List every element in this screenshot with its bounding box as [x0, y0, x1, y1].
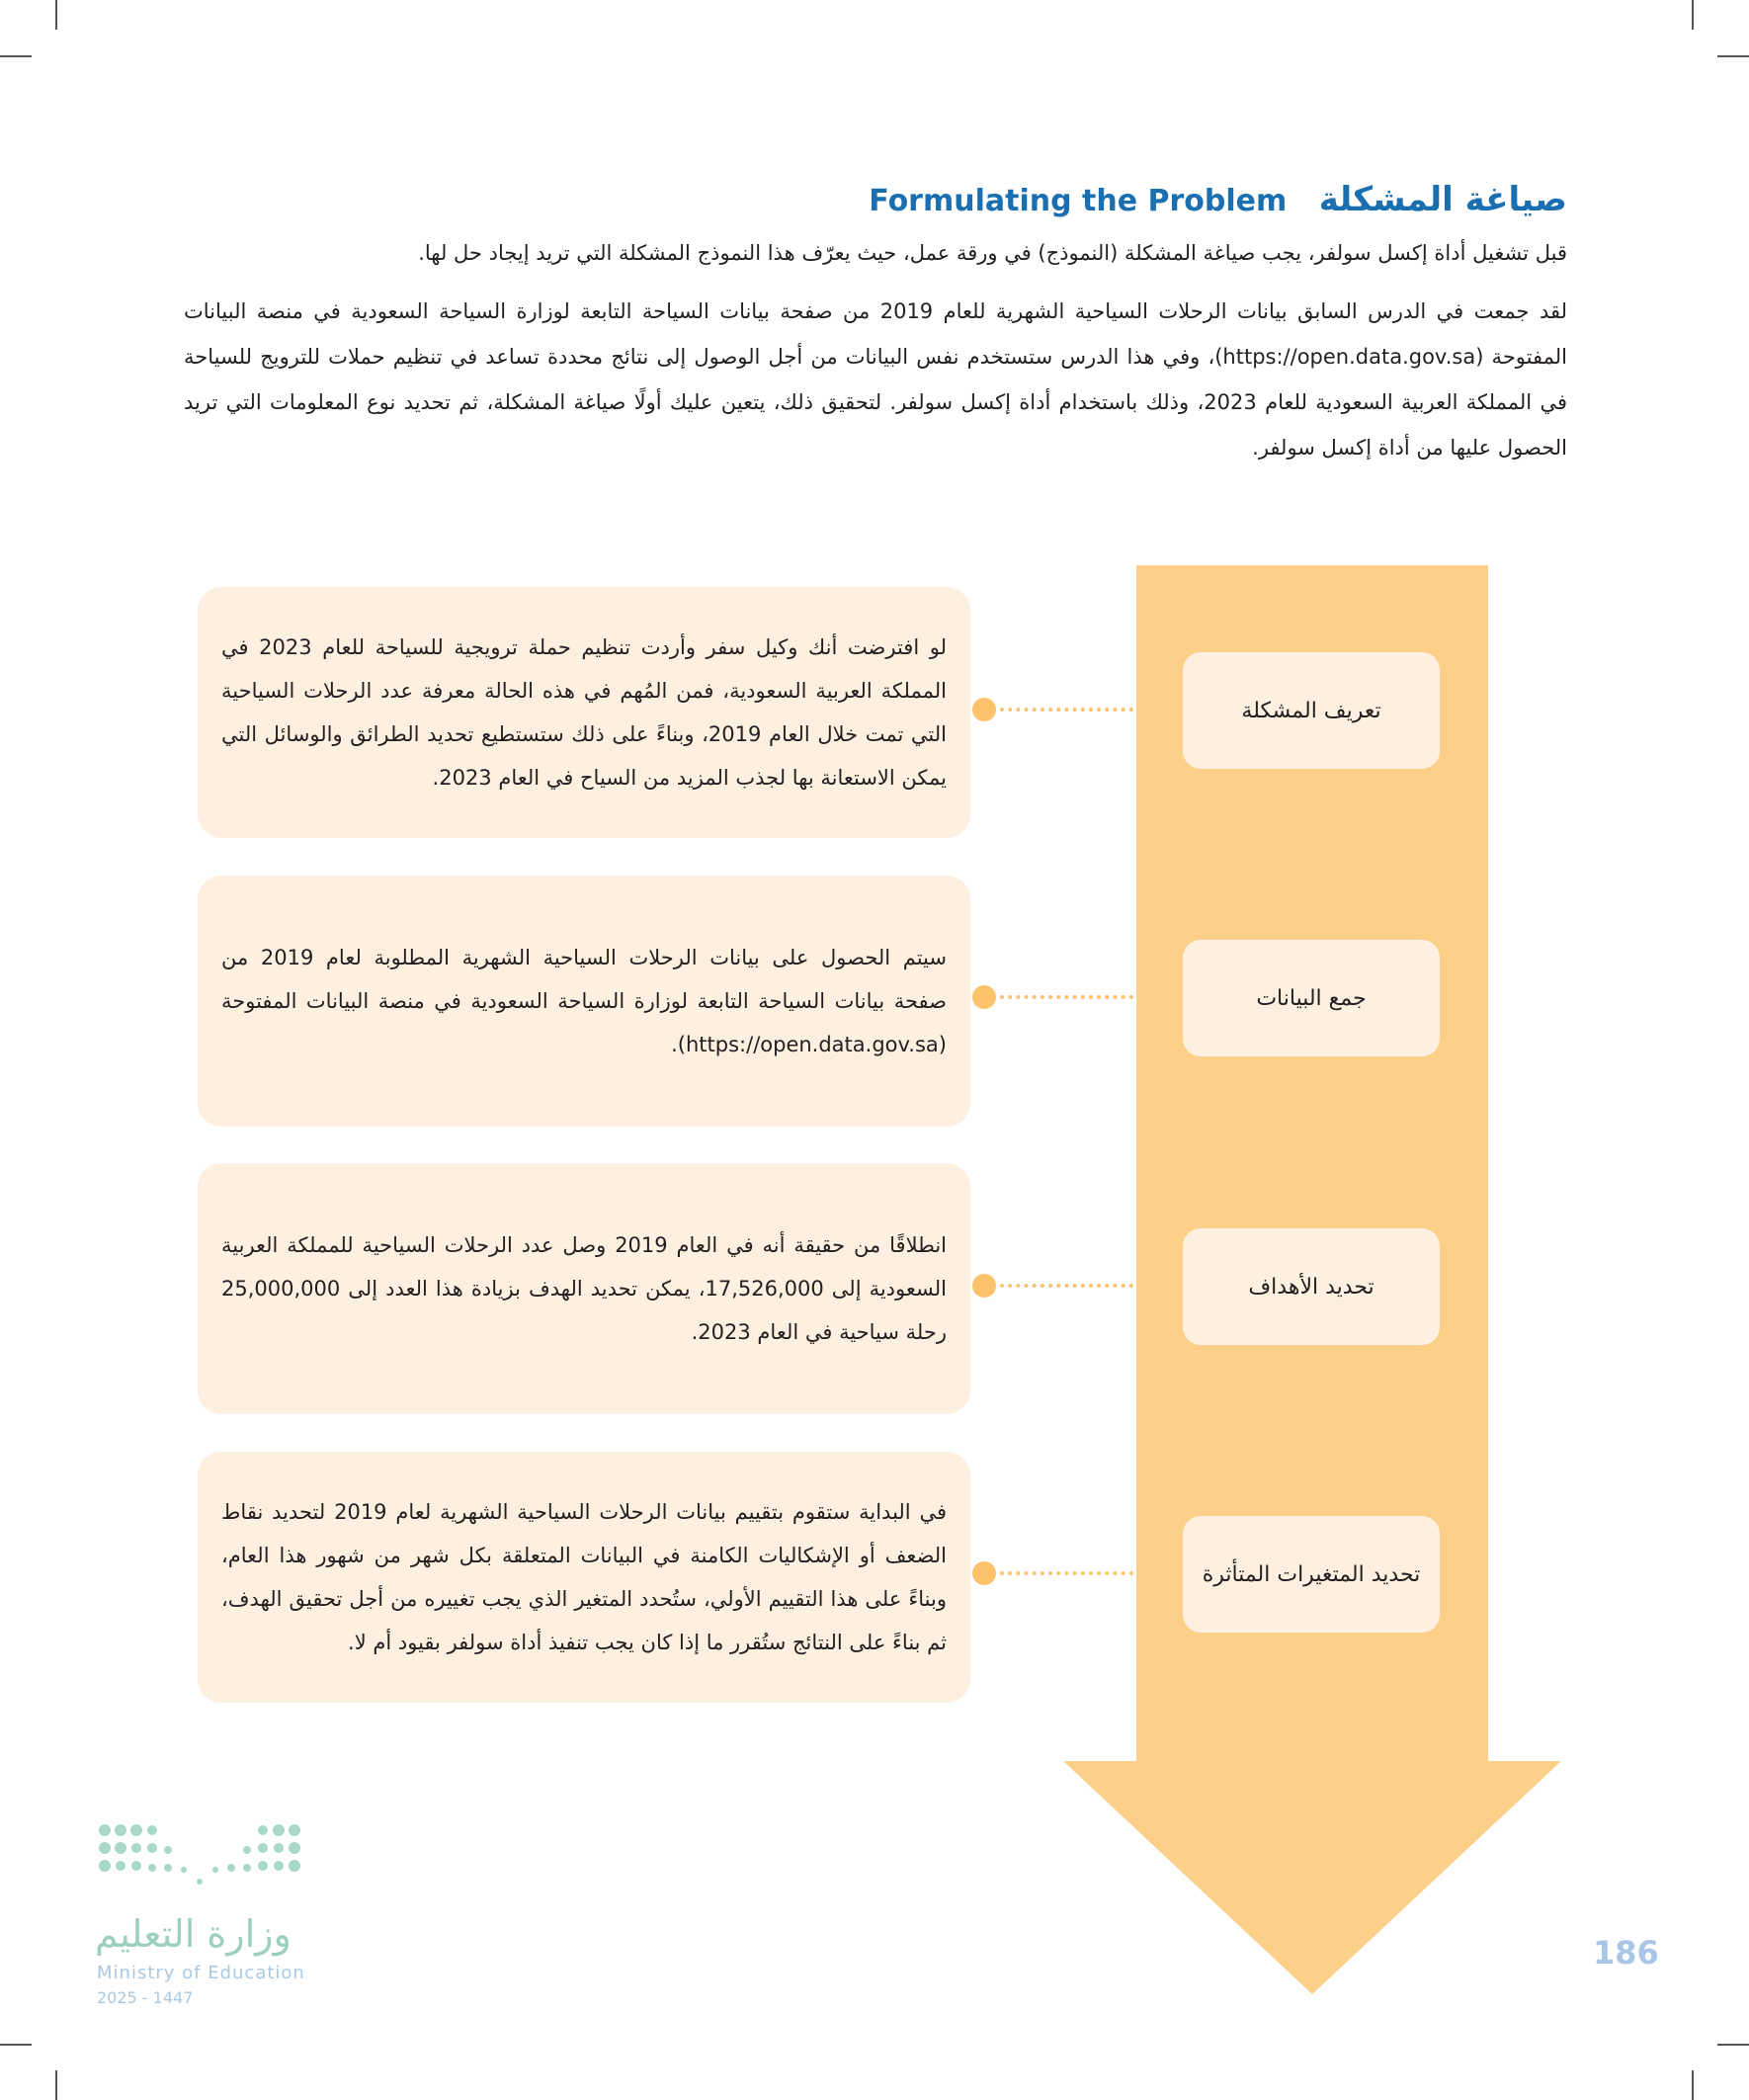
- ministry-logo-icon: [97, 1822, 314, 1901]
- card-text: في البداية ستقوم بتقييم بيانات الرحلات السياحية الشهرية لعام 2019 لتحديد نقاط الضعف أو الإشكاليات الكامنة في البيانات المتعلقة بكل شهر من شهور هذا العام، وبناءً على هذا التقييم الأولي، ستُحدد المتغير الذي يجب تغييره من أجل تحقيق الهدف، ثم بناءً على النتائج ستُقرر ما إذا كان يجب تنفيذ أداة سولفر بقيود أم لا.: [221, 1500, 947, 1654]
- heading-arabic: صياغة المشكلة: [1318, 180, 1567, 219]
- step-label: تحديد الأهداف: [1248, 1274, 1374, 1300]
- crop-mark: [55, 0, 57, 30]
- card-define-goals: [198, 1163, 970, 1414]
- arrow-head-shape: [1063, 1761, 1561, 1994]
- crop-mark: [0, 55, 32, 57]
- step-affected-variables: [1183, 1516, 1440, 1633]
- card-affected-variables: [198, 1452, 970, 1703]
- connector-line: [1000, 1284, 1133, 1288]
- card-text: سيتم الحصول على بيانات الرحلات السياحية الشهرية المطلوبة لعام 2019 من صفحة بيانات السياحة التابعة لوزارة السياحة السعودية في منصة البيانات المفتوحة (https://open.data.gov.sa).: [221, 946, 947, 1056]
- step-define-problem: [1183, 652, 1440, 769]
- heading-english: Formulating the Problem: [869, 184, 1288, 218]
- card-text: انطلاقًا من حقيقة أنه في العام 2019 وصل عدد الرحلات السياحية للمملكة العربية السعودية إلى 17,526,000، يمكن تحديد الهدف بزيادة هذا العدد إلى 25,000,000 رحلة سياحية في العام 2023.: [221, 1233, 947, 1344]
- crop-mark: [1692, 0, 1694, 30]
- step-label: تحديد المتغيرات المتأثرة: [1202, 1561, 1421, 1587]
- logo-english-text: Ministry of Education: [97, 1963, 305, 1983]
- connector-dot: [972, 698, 996, 721]
- crop-mark: [1692, 2070, 1694, 2100]
- connector-line: [1000, 1571, 1133, 1575]
- step-label: تعريف المشكلة: [1241, 698, 1381, 723]
- page-number: 186: [1593, 1934, 1659, 1972]
- crop-mark: [55, 2070, 57, 2100]
- crop-mark: [1717, 2044, 1749, 2046]
- card-text: لو افترضت أنك وكيل سفر وأردت تنظيم حملة ترويجية للسياحة للعام 2023 في المملكة العربية السعودية، فمن المُهم في هذه الحالة معرفة عدد الرحلات السياحية التي تمت خلال العام 2019، وبناءً على ذلك ستستطيع تحديد الطرائق والوسائل التي يمكن الاستعانة بها لجذب المزيد من السياح في العام 2023.: [221, 635, 947, 790]
- step-collect-data: [1183, 940, 1440, 1056]
- connector-dot: [972, 985, 996, 1009]
- card-collect-data: [198, 876, 970, 1127]
- section-heading: [869, 180, 1567, 219]
- logo-arabic-text: وزارة التعليم: [95, 1912, 292, 1956]
- intro-paragraph-1: قبل تشغيل أداة إكسل سولفر، يجب صياغة المشكلة (النموذج) في ورقة عمل، حيث يعرّف هذا النموذج المشكلة التي تريد إيجاد حل لها.: [418, 241, 1567, 265]
- connector-line: [1000, 995, 1133, 999]
- intro-paragraph-2: لقد جمعت في الدرس السابق بيانات الرحلات السياحية الشهرية للعام 2019 من صفحة بيانات السياحة التابعة لوزارة السياحة السعودية في منصة البيانات المفتوحة (https://open.data.gov.sa)، وفي هذا الدرس ستستخدم نفس البيانات من أجل الوصول إلى نتائج محددة تساعد في تنظيم حملات للترويج للسياحة في المملكة العربية السعودية للعام 2023، وذلك باستخدام أداة إكسل سولفر. لتحقيق ذلك، يتعين عليك أولًا صياغة المشكلة، ثم تحديد نوع المعلومات التي تريد الحصول عليها من أداة إكسل سولفر.: [184, 299, 1567, 460]
- connector-dot: [972, 1274, 996, 1298]
- connector-line: [1000, 708, 1133, 712]
- connector-dot: [972, 1561, 996, 1585]
- logo-year-text: 2025 - 1447: [97, 1988, 194, 2007]
- crop-mark: [1717, 55, 1749, 57]
- step-label: جمع البيانات: [1256, 985, 1367, 1011]
- card-define-problem: [198, 587, 970, 838]
- crop-mark: [0, 2044, 32, 2046]
- step-define-goals: [1183, 1228, 1440, 1345]
